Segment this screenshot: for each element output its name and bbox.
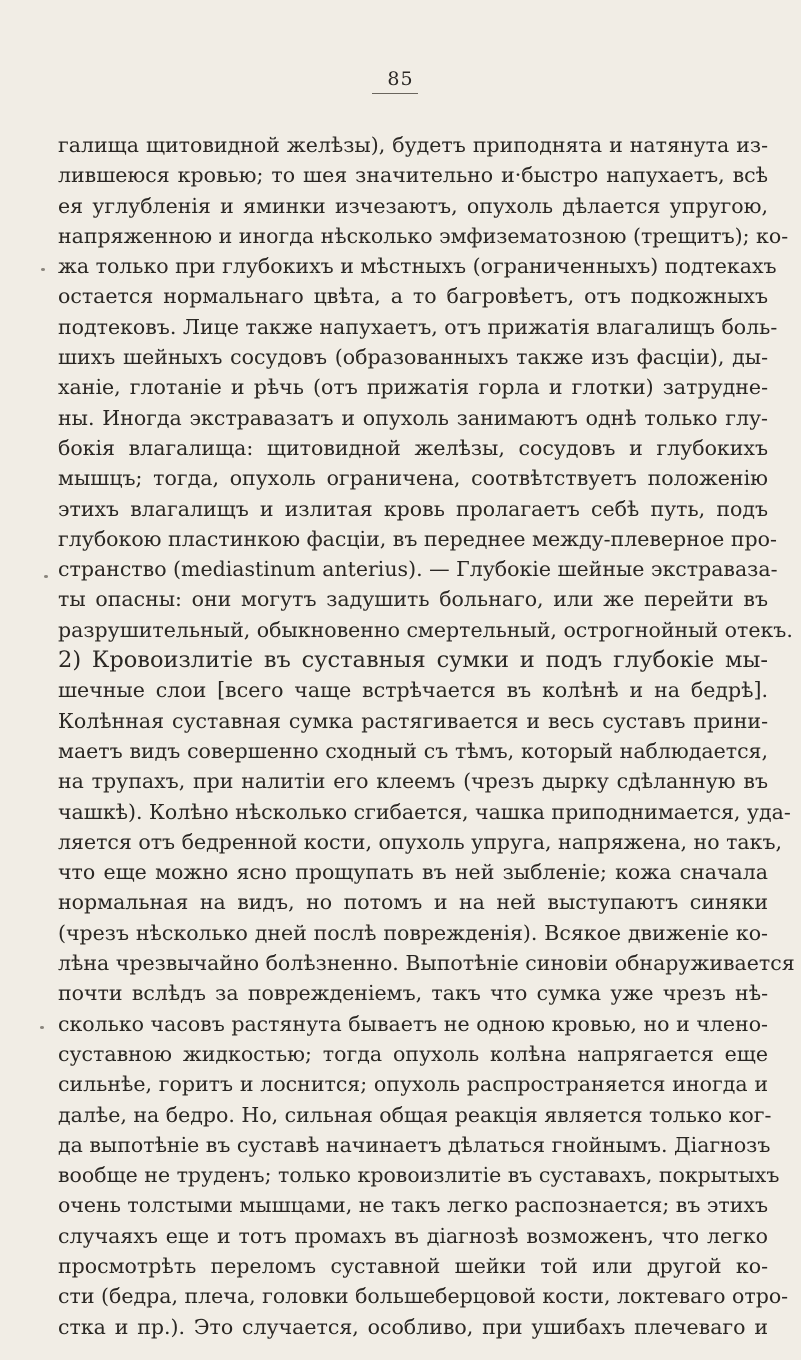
text-line: шечные слои [всего чаще встрѣчается въ колѣнѣ и на бедрѣ]. [58,678,768,703]
text-line: очень толстыми мышцами, не такъ легко распознается; въ этихъ [58,1193,768,1218]
text-line: лившеюся кровью; то шея значительно и·быстро напухаетъ, всѣ [58,163,768,188]
text-line: ханіе, глотаніе и рѣчь (отъ прижатія горла и глотки) затрудне- [58,375,768,400]
text-line: на трупахъ, при налитіи его клеемъ (чрезъ дырку сдѣланную въ [58,769,768,794]
page-number-rule [372,93,418,94]
text-line: случаяхъ еще и тотъ промахъ въ діагнозѣ возможенъ, что легко [58,1223,768,1248]
text-line: напряженною и иногда нѣсколько эмфизематозною (трещитъ); ко- [58,223,789,248]
text-line: этихъ влагалищъ и излитая кровь пролагаетъ себѣ путь, подъ [58,496,768,521]
text-line: галища щитовидной желѣзы), будетъ приподнята и натянута из- [58,133,768,157]
text-line: сти (бедра, плеча, головки большеберцовой кости, локтеваго отро- [58,1284,789,1309]
text-line: стка и пр.). Это случается, особливо, при ушибахъ плечеваго и [58,1314,768,1339]
text-line: разрушительный, обыкновенно смертельный, острогнойный отекъ. [58,617,793,642]
text-line: да выпотѣніе въ суставѣ начинаетъ дѣлаться гнойнымъ. Діагнозъ [58,1132,771,1157]
text-line: вообще не труденъ; только кровоизлитіе въ суставахъ, покрытыхъ [58,1163,780,1188]
text-line: шихъ шейныхъ сосудовъ (образованныхъ также изъ фасціи), ды- [58,345,768,370]
text-line: лѣна чрезвычайно болѣзненно. Выпотѣніе синовіи обнаруживается [58,951,795,976]
text-line: почти вслѣдъ за поврежденіемъ, такъ что сумка уже чрезъ нѣ- [58,981,768,1006]
text-line: суставною жидкостью; тогда опухоль колѣна напрягается еще [58,1041,768,1066]
text-line: жа только при глубокихъ и мѣстныхъ (ограниченныхъ) подтекахъ [58,254,777,279]
text-line: сильнѣе, горитъ и лоснится; опухоль распространяется иногда и [58,1072,768,1097]
stray-mark-left-3 [40,1026,44,1029]
section-heading-line: 2) Кровоизлитіе въ суставныя сумки и подъ глубокіе мы- [58,647,768,674]
text-line: Колѣнная суставная сумка растягивается и весь суставъ прини- [58,708,768,733]
text-line: ея углубленія и яминки изчезаютъ, опухоль дѣлается упругою, [58,193,768,218]
text-line: просмотрѣть переломъ суставной шейки той или другой ко- [58,1253,768,1278]
text-line: сколько часовъ растянута бываетъ не одною кровью, но и члено- [58,1011,768,1036]
text-line: чашкѣ). Колѣно нѣсколько сгибается, чашка приподнимается, уда- [58,799,791,824]
text-line: далѣе, на бедро. Но, сильная общая реакція является только ког- [58,1102,772,1127]
text-line: что еще можно ясно прощупать въ ней зыбленіе; кожа сначала [58,860,768,885]
page-number: 85 [387,68,414,90]
stray-mark-left-1 [41,268,45,271]
stray-mark-left-2 [44,575,48,578]
text-line: мышцъ; тогда, опухоль ограничена, соотвѣтствуетъ положенію [58,466,768,491]
text-line: ны. Иногда экстравазатъ и опухоль занимаютъ однѣ только глу- [58,405,768,430]
body-text [58,130,795,1342]
text-line: остается нормальнаго цвѣта, а то багровѣетъ, отъ подкожныхъ [58,284,768,309]
text-line: нормальная на видъ, но потомъ и на ней выступаютъ синяки [58,890,768,915]
text-line: подтековъ. Лице также напухаетъ, отъ прижатія влагалищъ боль- [58,314,778,339]
text-line: маетъ видъ совершенно сходный съ тѣмъ, который наблюдается, [58,738,768,763]
text-line: странство (mediastinum anterius). — Глубокіе шейные экстраваза- [58,557,778,582]
text-line: ты опасны: они могутъ задушить больнаго, или же перейти въ [58,587,768,612]
text-line: ляется отъ бедренной кости, опухоль упруга, напряжена, но такъ, [58,829,783,854]
text-line: глубокою пластинкою фасціи, въ переднее между-плеверное про- [58,526,777,551]
text-line: бокія влагалища: щитовидной желѣзы, сосудовъ и глубокихъ [58,435,768,460]
text-line: (чрезъ нѣсколько дней послѣ поврежденія). Всякое движеніе ко- [58,920,768,945]
